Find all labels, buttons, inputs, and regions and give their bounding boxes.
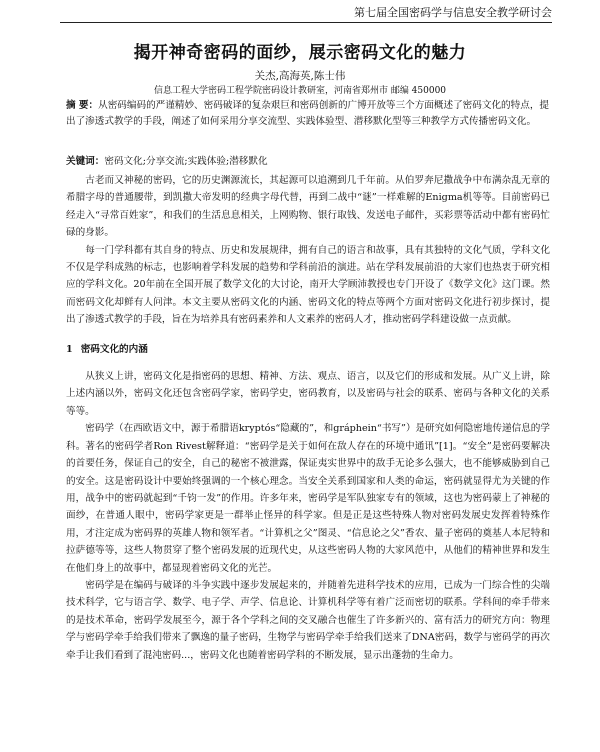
keywords (66, 153, 550, 167)
keywords-text: 密码文化;分享交流;实践体验;潜移默化 (104, 156, 268, 167)
abstract-text: 从密码编码的严谨精妙、密码破译的复杂艰巨和密码创新的广博开放等三个方面概述了密码文化的特点，提出了渗透式教学的手段，阐述了如何采用分享交流型、实践体验型、潜移默化型等三种教学方式传播密码文化。 (66, 100, 550, 127)
paragraph: 每一门学科都有其自身的特点、历史和发展规律，拥有自己的语言和故事，具有其独特的文化气质，学科文化不仅是学科成熟的标志，也影响着学科发展的趋势和学科前沿的演进。站在学科发展前沿的大家们也热衷于研究相应的学科文化。20年前在全国开展了数学文化的大讨论，南开大学顾沛教授也专门开设了《数学文化》这门课。然而密码文化却鲜有人问津。本文主要从密码文化的内涵、密码文化的特点等两个方面对密码文化进行初步探讨，提出了渗透式教学的手段，旨在为培养具有密码素养和人文素养的密码人才，推动密码学科建设做一点贡献。 (66, 244, 550, 326)
abstract (66, 98, 550, 130)
keywords-label: 关键词： (66, 156, 105, 167)
section-title: 密码文化的内涵 (80, 343, 148, 355)
section-heading (66, 341, 550, 358)
paragraph: 密码学（在西欧语文中，源于希腊语kryptós“隐藏的”，和gráphein“书写”）是研究如何隐密地传递信息的学科。著名的密码学者Ron Rivest解释道：“密码学是关于如何在敌人存在的环境中通讯”[1]。“安全”是密码要解决的首要任务，保证自己的安全，自己的秘密不被泄露，保证夷实世界中的敌手无论多么强大，也不能够威胁到自己的安全。这是密码设计中要始终强调的一个核心理念。当安全关系到国家和人类的命运，密码就显得尤为关键的作用，战争中的密码就起到“千钧一发”的作用。许多年来，密码学是军队独家专有的领域，这也为密码蒙上了神秘的面纱，在普通人眼中，密码学家更是一群举止怪异的科学家。但是正是这些特殊人物对密码发展史发挥着特殊作用，才注定成为密码界的英雄人物和领军者。“计算机之父”图灵、“信息论之父”香农、量子密码的奠基人本尼特和拉萨德等等，这些人物贯穿了整个密码发展的近现代史，从这些密码人物的大家风范中，从他们的精神世界和发生在他们身上的故事中，都显现着密码文化的光芒。 (66, 423, 550, 574)
running-header: 第七届全国密码学与信息安全教学研讨会 (354, 6, 552, 19)
paragraph: 从狭义上讲，密码文化是指密码的思想、精神、方法、观点、语言，以及它们的形成和发展。从广义上讲，除上述内涵以外，密码文化还包含密码学家，密码学史，密码教育，以及密码与社会的联系、密码与各种文化的关系等等。 (66, 371, 550, 417)
section-number: 1 (66, 343, 73, 355)
abstract-label: 摘 要： (66, 100, 99, 111)
affiliation: 信息工程大学密码工程学院密码设计教研室，河南省郑州市 邮编 450000 (153, 86, 447, 96)
paper-title: 揭开神奇密码的面纱，展示密码文化的魅力 (133, 43, 467, 63)
paragraph: 古老而又神秘的密码，它的历史渊源流长，其起源可以追溯到几千年前。从伯罗奔尼撒战争中布满杂乱无章的希腊字母的普通腰带，到凯撒大帝发明的经典字母代替，再到二战中“谜”一样难解的Enigma机等等。目前密码已经走入“寻常百姓家”，和我们的生活息息相关，上网购物、银行取钱、发送电子邮件，买彩票等活动中都有密码忙碌的身影。 (66, 175, 550, 239)
authors: 关杰,高海英,陈士伟 (254, 70, 346, 82)
body-text (66, 172, 550, 664)
header-rule (60, 22, 552, 23)
paragraph: 密码学是在编码与破译的斗争实践中逐步发展起来的，并随着先进科学技术的应用，已成为一门综合性的尖端技术科学，它与语言学、数学、电子学、声学、信息论、计算机科学等有着广泛而密切的联系。学科间的牵手带来的是技术革命，密码学发展至今，源于各个学科之间的交叉融合也催生了许多新兴的、富有活力的研究方向：物理学与密码学牵手给我们带来了飘逸的量子密码，生物学与密码学牵手给我们送来了DNA密码，数学与密码学的再次牵手让我们看到了混沌密码...，密码文化也随着密码学科的不断发展，显示出蓬勃的生命力。 (66, 579, 550, 661)
